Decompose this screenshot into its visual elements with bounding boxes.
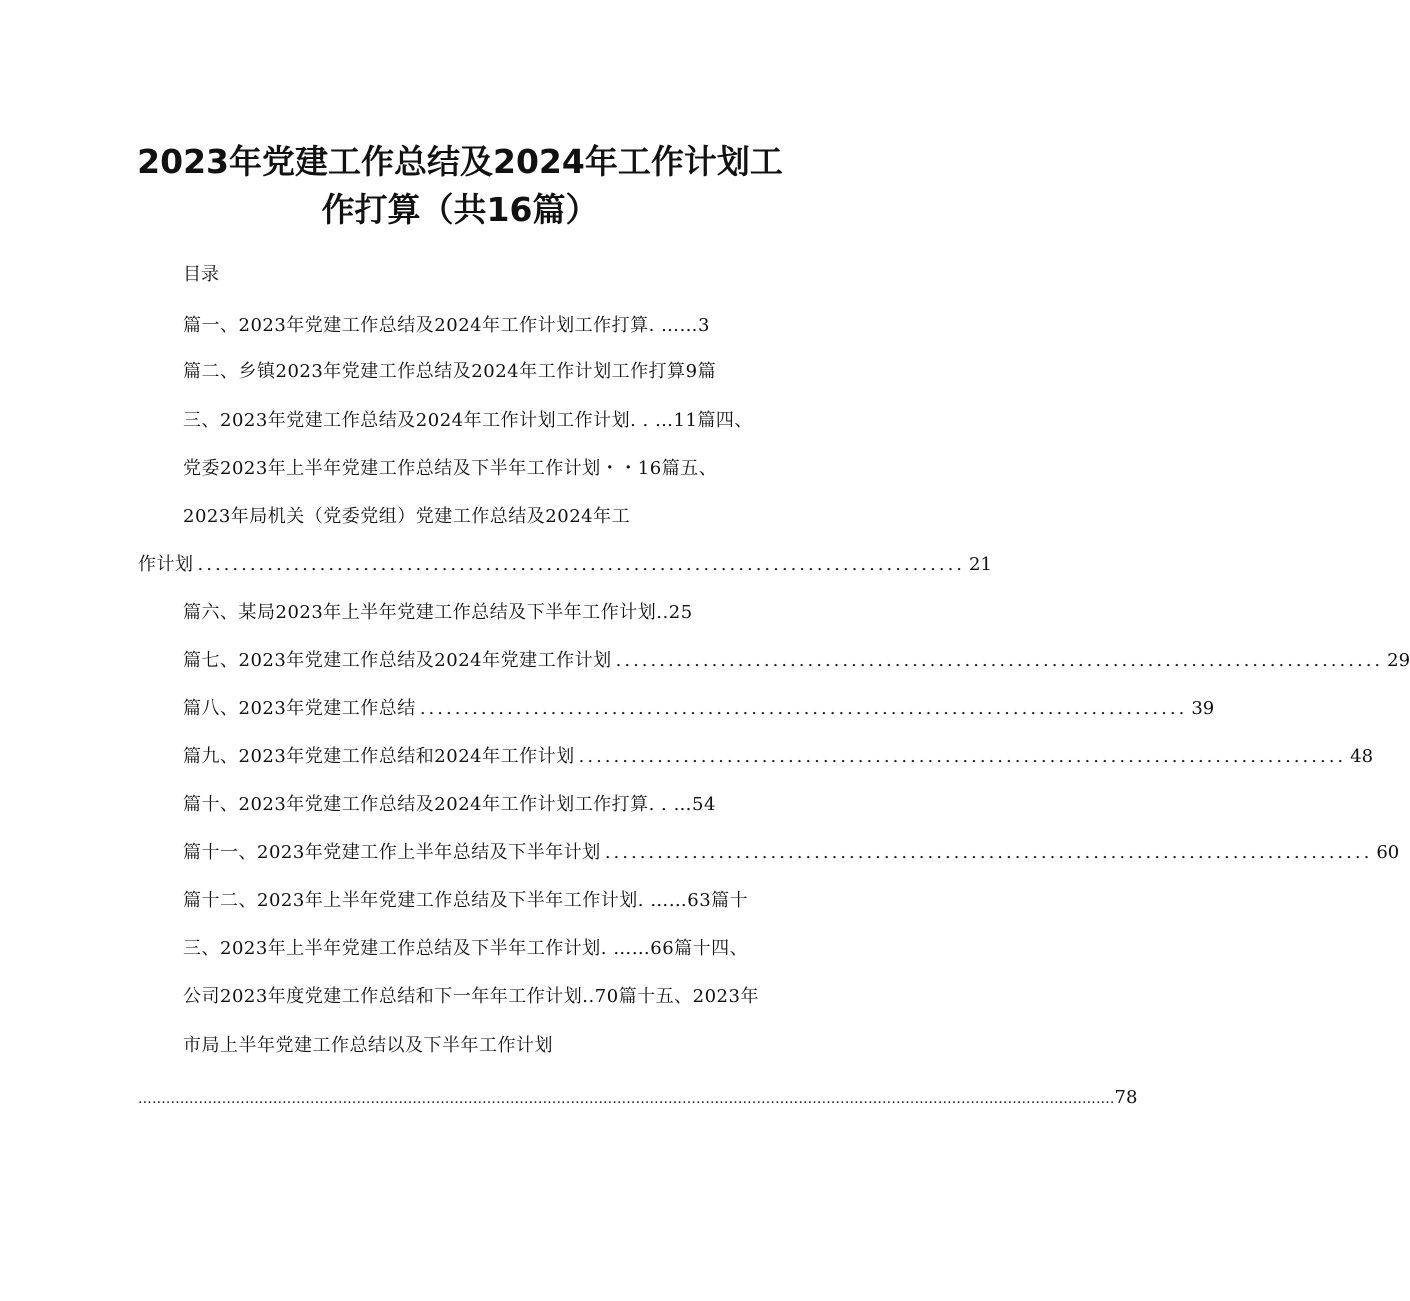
toc-page-number: 21 xyxy=(969,554,992,575)
toc-line: 市局上半年党建工作总结以及下半年工作计划 xyxy=(183,1035,553,1056)
toc-entry xyxy=(138,553,992,577)
toc-page-number: 78 xyxy=(1114,1087,1138,1108)
toc-page-number: 29 xyxy=(1387,650,1410,671)
toc-line: 篇一、2023年党建工作总结及2024年工作计划工作打算. ……3 xyxy=(183,315,711,336)
toc-entry xyxy=(138,1086,1138,1111)
toc-page-number: 39 xyxy=(1191,698,1215,719)
toc-page-number: 48 xyxy=(1350,746,1374,767)
toc-line: 三、2023年党建工作总结及2024年工作计划工作计划. . …11篇四、 xyxy=(183,410,753,431)
toc-entry-label: 作计划 xyxy=(138,554,194,575)
toc-entry xyxy=(183,697,1215,721)
dot-leader: ........................................................................................ xyxy=(604,842,1373,863)
toc-line: 篇六、某局2023年上半年党建工作总结及下半年工作计划..25 xyxy=(183,602,693,623)
dot-leader: .................................................................................................................................................................................................................. xyxy=(138,1091,1115,1107)
toc-entry-label: 篇八、2023年党建工作总结 xyxy=(183,698,416,719)
toc-line: 党委2023年上半年党建工作总结及下半年工作计划・・16篇五、 xyxy=(183,458,718,479)
toc-page-number: 60 xyxy=(1376,842,1400,863)
toc-entry xyxy=(183,649,1410,673)
dot-leader: ........................................................................................ xyxy=(615,650,1384,671)
toc-entry-label: 篇十一、2023年党建工作上半年总结及下半年计划 xyxy=(183,842,601,863)
toc-line: 篇二、乡镇2023年党建工作总结及2024年工作计划工作打算9篇 xyxy=(183,361,717,382)
toc-entry xyxy=(183,745,1374,769)
toc-line: 篇十二、2023年上半年党建工作总结及下半年工作计划. ……63篇十 xyxy=(183,890,749,911)
dot-leader: ........................................................................................ xyxy=(197,554,966,575)
toc-line: 公司2023年度党建工作总结和下一年年工作计划..70篇十五、2023年 xyxy=(183,986,759,1007)
dot-leader: ........................................................................................ xyxy=(419,698,1188,719)
toc-entry-label: 篇七、2023年党建工作总结及2024年党建工作计划 xyxy=(183,650,612,671)
toc-line: 2023年局机关（党委党组）党建工作总结及2024年工 xyxy=(183,506,631,527)
toc-entry xyxy=(183,841,1400,865)
document-title-line-1: 2023年党建工作总结及2024年工作计划工 xyxy=(137,142,783,181)
toc-line: 三、2023年上半年党建工作总结及下半年工作计划. ……66篇十四、 xyxy=(183,938,749,959)
document-title-line-2: 作打算（共16篇） xyxy=(321,190,599,229)
toc-line: 篇十、2023年党建工作总结及2024年工作计划工作打算. . …54 xyxy=(183,794,716,815)
dot-leader: ........................................................................................ xyxy=(578,746,1347,767)
toc-entry-label: 篇九、2023年党建工作总结和2024年工作计划 xyxy=(183,746,575,767)
toc-heading: 目录 xyxy=(183,264,219,285)
